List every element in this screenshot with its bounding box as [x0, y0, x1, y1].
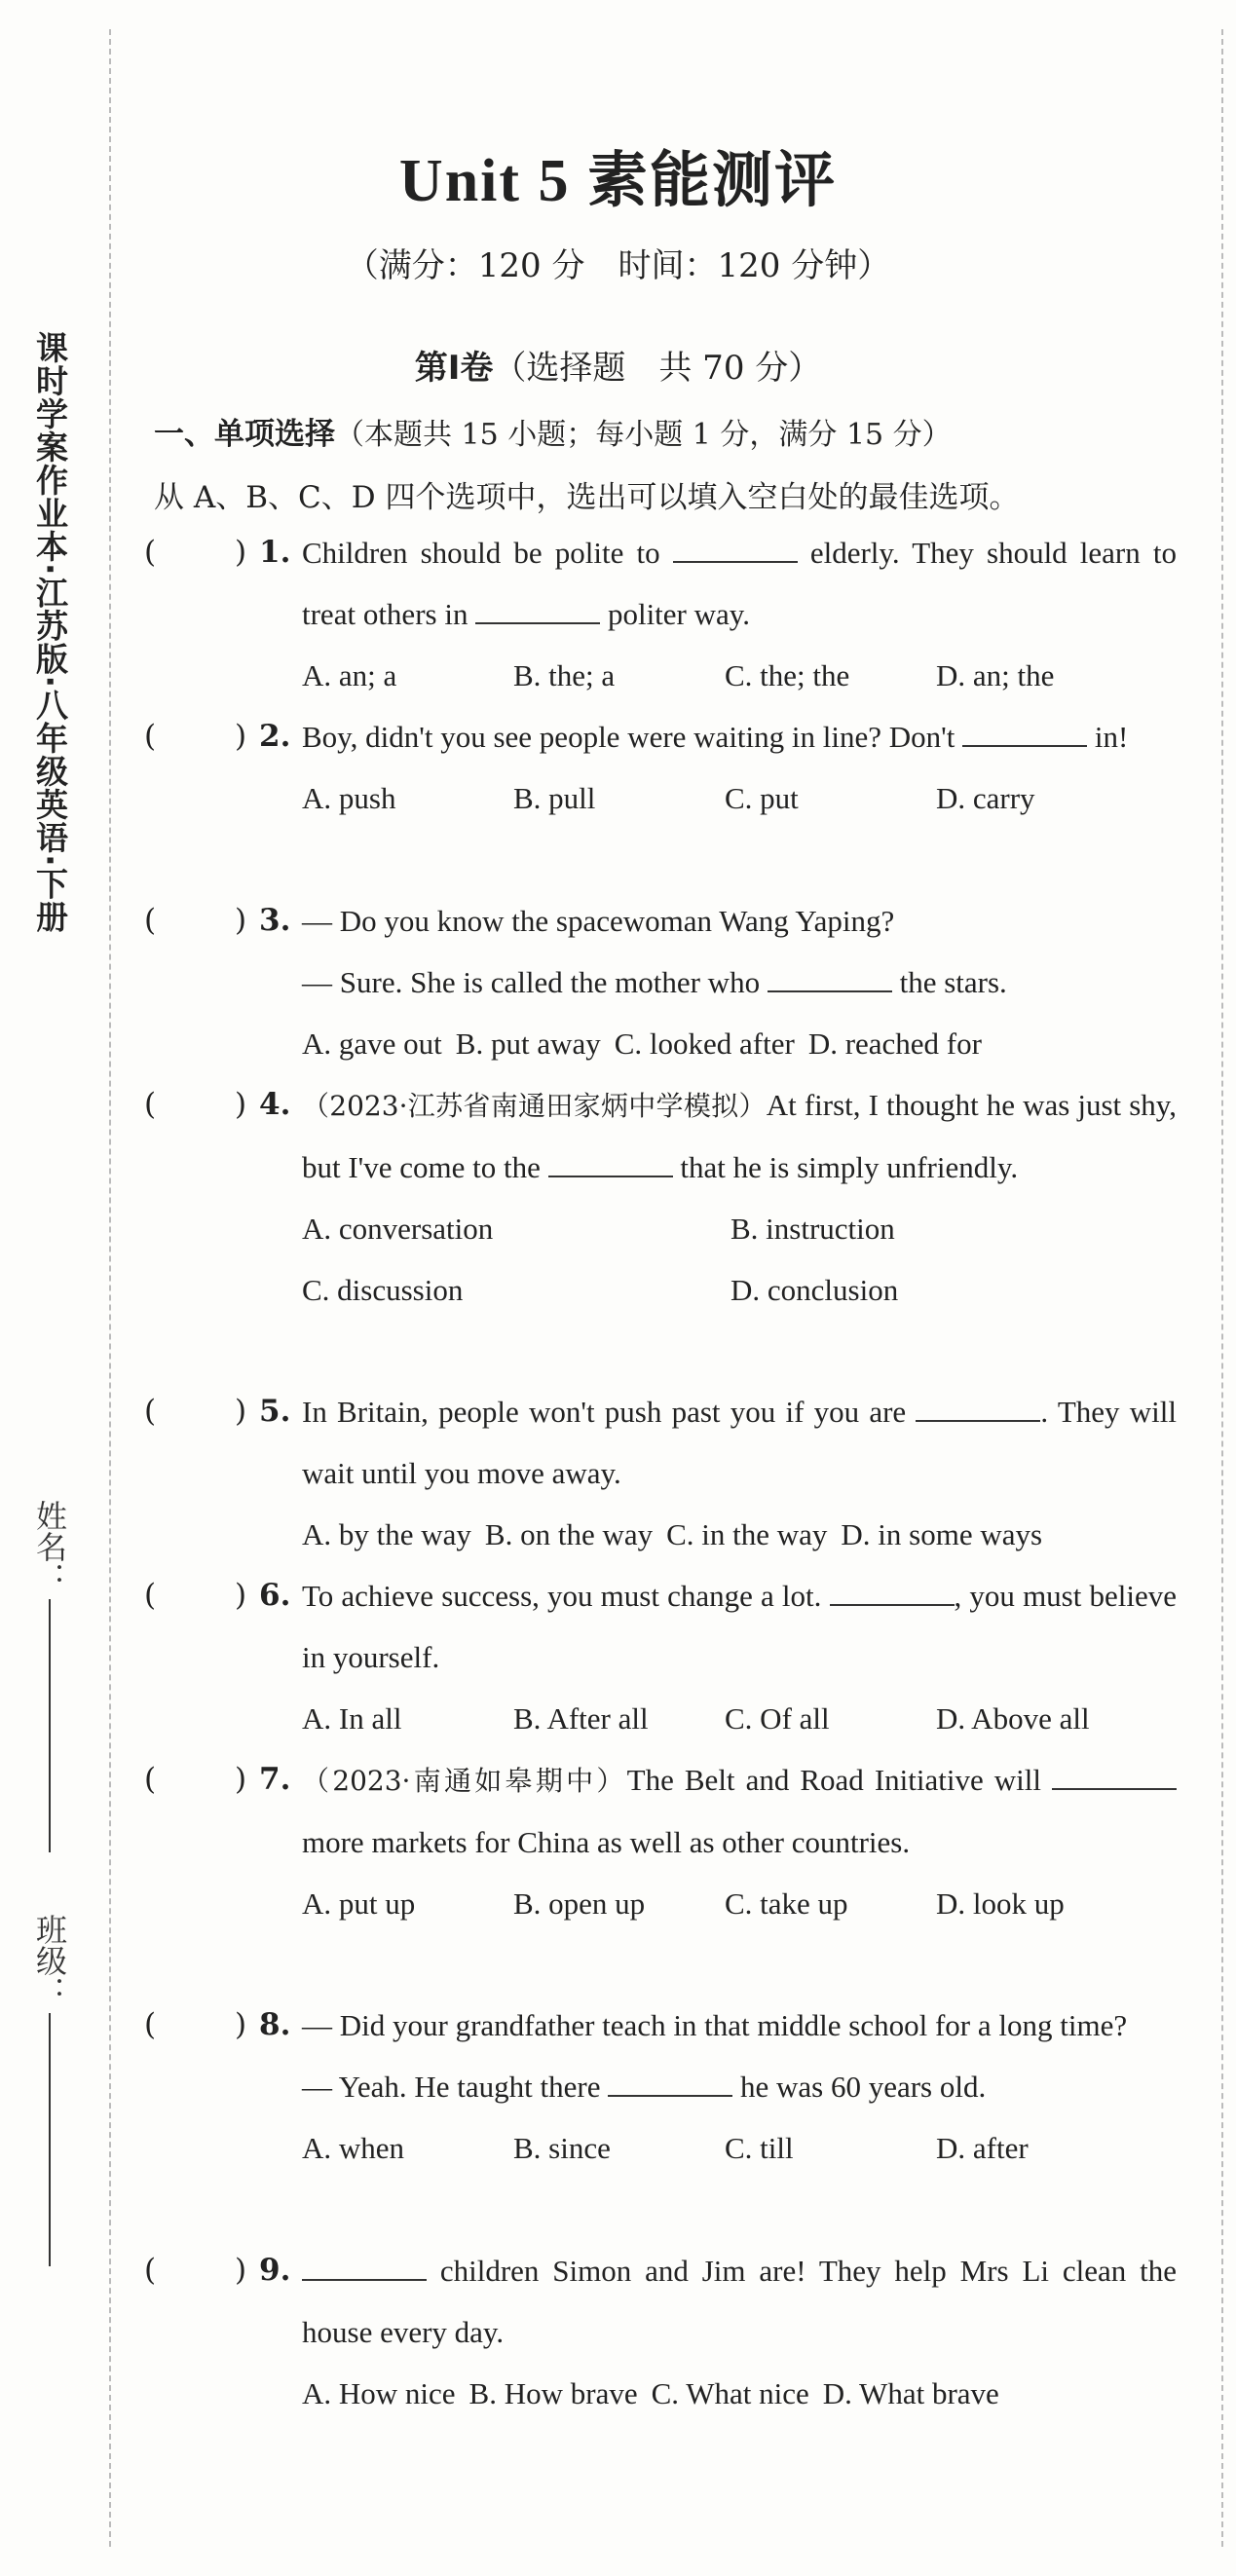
- option-c[interactable]: C. Of all: [725, 1701, 830, 1736]
- question-8: [144, 1995, 1177, 2179]
- question-stem: To achieve success, you must change a lot. , you must believe in yourself.: [302, 1579, 1177, 1674]
- question-source: （2023·南通如皋期中）: [302, 1765, 627, 1797]
- option-b[interactable]: B. How brave: [468, 2376, 638, 2410]
- question-number: 4.: [259, 1087, 291, 1122]
- option-d[interactable]: D. reached for: [807, 1027, 982, 1061]
- option-d[interactable]: D. Above all: [936, 1701, 1090, 1736]
- question-7: [144, 1749, 1177, 1934]
- answer-bracket[interactable]: ( ): [144, 1578, 247, 1613]
- options: [302, 2117, 1177, 2179]
- option-a[interactable]: A. In all: [302, 1701, 402, 1736]
- option-d[interactable]: D. carry: [936, 781, 1035, 815]
- option-a[interactable]: A. put up: [302, 1886, 416, 1921]
- question-1: [144, 522, 1177, 706]
- question-number: 2.: [259, 719, 291, 754]
- question-number: 1.: [259, 535, 291, 570]
- option-a[interactable]: A. How nice: [302, 2376, 456, 2410]
- class-label: 班级：: [31, 1914, 68, 2007]
- question-number: 9.: [259, 2253, 291, 2288]
- option-a[interactable]: A. gave out: [302, 1027, 442, 1061]
- question-stem: children Simon and Jim are! They help Mrs Li clean the house every day.: [302, 2254, 1177, 2349]
- binding-dashed-line: [109, 29, 111, 2547]
- question-stem: （2023·江苏省南通田家炳中学模拟）At first, I thought he was just shy, but I've come to the that he is simply unfriendly.: [302, 1088, 1177, 1184]
- answer-blank[interactable]: [830, 1579, 955, 1606]
- part-title: [0, 341, 1236, 389]
- option-c[interactable]: C. in the way: [666, 1517, 828, 1551]
- page-title: Unit 5 素能测评: [398, 148, 838, 214]
- section-label: 一、单项选择: [154, 417, 335, 452]
- options: [302, 1013, 1177, 1074]
- option-a[interactable]: A. an; a: [302, 658, 397, 692]
- option-c[interactable]: C. What nice: [651, 2376, 809, 2410]
- option-d[interactable]: D. look up: [936, 1886, 1065, 1921]
- option-b[interactable]: B. on the way: [484, 1517, 654, 1551]
- option-d[interactable]: D. in some ways: [841, 1517, 1043, 1551]
- answer-blank[interactable]: [768, 965, 892, 992]
- part-desc: （选择题 共 70 分）: [493, 349, 822, 388]
- option-b[interactable]: B. open up: [513, 1886, 646, 1921]
- answer-blank[interactable]: [673, 536, 798, 563]
- question-source: （2023·江苏省南通田家炳中学模拟）: [302, 1090, 767, 1122]
- option-d[interactable]: D. What brave: [822, 2376, 999, 2410]
- question-answer-line: — Yeah. He taught there he was 60 years old.: [302, 2070, 987, 2104]
- question-stem: （2023·南通如皋期中）The Belt and Road Initiative will more markets for China as well as other countries.: [302, 1749, 1177, 1873]
- answer-bracket[interactable]: ( ): [144, 719, 247, 754]
- option-c[interactable]: C. discussion: [302, 1273, 464, 1307]
- option-b[interactable]: B. instruction: [730, 1212, 895, 1246]
- question-9: [144, 2240, 1177, 2424]
- option-d[interactable]: D. an; the: [936, 658, 1055, 692]
- answer-blank[interactable]: [548, 1150, 673, 1177]
- answer-bracket[interactable]: ( ): [144, 2007, 247, 2042]
- option-b[interactable]: B. the; a: [513, 658, 616, 692]
- side-banner: 课时学案作业本·江苏版·八年级英语·下册: [31, 331, 69, 934]
- options: [302, 1873, 1177, 1934]
- instruction: 从 A、B、C、D 四个选项中，选出可以填入空白处的最佳选项。: [154, 480, 1020, 515]
- question-number: 8.: [259, 2007, 291, 2042]
- options: [302, 1688, 1177, 1749]
- options: [302, 645, 1177, 706]
- option-b[interactable]: B. After all: [513, 1701, 649, 1736]
- option-a[interactable]: A. conversation: [302, 1212, 494, 1246]
- options: [302, 1198, 1177, 1321]
- question-number: 3.: [259, 903, 291, 938]
- question-number: 5.: [259, 1394, 291, 1429]
- answer-bracket[interactable]: ( ): [144, 1087, 247, 1122]
- options: [302, 767, 1177, 829]
- question-stem: — Do you know the spacewoman Wang Yaping?: [302, 904, 895, 938]
- option-a[interactable]: A. when: [302, 2131, 405, 2165]
- question-stem: Boy, didn't you see people were waiting in line? Don't in!: [302, 720, 1129, 754]
- part-label: 第Ⅰ卷: [414, 349, 494, 388]
- question-stem: Children should be polite to elderly. They should learn to treat others in politer way.: [302, 536, 1177, 631]
- question-4: [144, 1074, 1177, 1321]
- answer-blank[interactable]: [608, 2070, 732, 2097]
- option-c[interactable]: C. take up: [725, 1886, 848, 1921]
- section-heading: [154, 409, 952, 453]
- question-5: [144, 1381, 1177, 1565]
- option-b[interactable]: B. since: [513, 2131, 611, 2165]
- answer-blank[interactable]: [962, 720, 1087, 747]
- page-subtitle: （满分：120 分 时间：120 分钟）: [345, 246, 891, 285]
- option-b[interactable]: B. put away: [455, 1027, 601, 1061]
- question-answer-line: — Sure. She is called the mother who the stars.: [302, 965, 1007, 999]
- answer-bracket[interactable]: ( ): [144, 1762, 247, 1797]
- answer-bracket[interactable]: ( ): [144, 2253, 247, 2288]
- section-desc: （本题共 15 小题；每小题 1 分，满分 15 分）: [335, 418, 952, 452]
- option-b[interactable]: B. pull: [513, 781, 596, 815]
- answer-blank[interactable]: [1052, 1763, 1177, 1790]
- name-label: 姓名：: [31, 1500, 68, 1593]
- answer-bracket[interactable]: ( ): [144, 903, 247, 938]
- options: [302, 2363, 1177, 2424]
- question-stem: — Did your grandfather teach in that middle school for a long time?: [302, 2008, 1128, 2042]
- option-a[interactable]: A. push: [302, 781, 396, 815]
- question-6: [144, 1565, 1177, 1749]
- option-c[interactable]: C. the; the: [725, 658, 850, 692]
- name-write-line[interactable]: [49, 1599, 51, 1852]
- answer-bracket[interactable]: ( ): [144, 535, 247, 570]
- options: [302, 1504, 1177, 1565]
- page-edge-dashed-line: [1221, 29, 1223, 2547]
- question-number: 6.: [259, 1578, 291, 1613]
- question-stem: In Britain, people won't push past you if you are . They will wait until you move away.: [302, 1395, 1177, 1490]
- option-c[interactable]: C. till: [725, 2131, 794, 2165]
- option-c[interactable]: C. put: [725, 781, 799, 815]
- question-number: 7.: [259, 1762, 291, 1797]
- option-d[interactable]: D. conclusion: [730, 1273, 899, 1307]
- name-field: [27, 1500, 72, 1852]
- option-a[interactable]: A. by the way: [302, 1517, 471, 1551]
- answer-blank[interactable]: [916, 1395, 1040, 1422]
- option-c[interactable]: C. looked after: [614, 1027, 795, 1061]
- answer-bracket[interactable]: ( ): [144, 1394, 247, 1429]
- question-3: [144, 890, 1177, 1074]
- class-field: [27, 1914, 72, 2266]
- answer-blank[interactable]: [475, 597, 600, 624]
- class-write-line[interactable]: [49, 2013, 51, 2266]
- question-2: [144, 706, 1177, 829]
- option-d[interactable]: D. after: [936, 2131, 1029, 2165]
- answer-blank[interactable]: [302, 2254, 427, 2281]
